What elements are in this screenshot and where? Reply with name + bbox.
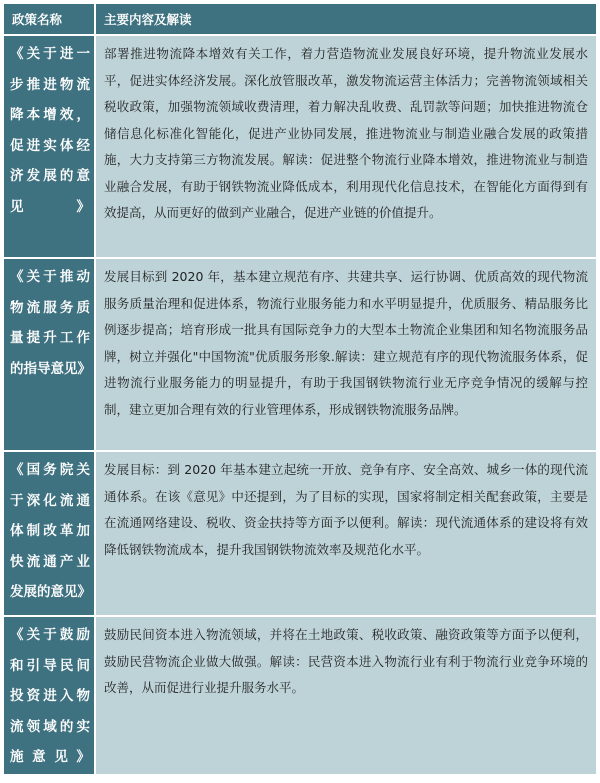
table-row bbox=[4, 617, 596, 776]
table-row bbox=[4, 452, 596, 617]
policy-content-cell: 发展目标到 2020 年，基本建立规范有序、共建共享、运行协调、优质高效的现代物流服务质量治理和促进体系，物流行业服务能力和水平明显提升，优质服务、精品服务比例逐步提高；培育形成一批具有国际竞争力的大型本土物流企业集团和知名物流服务品牌，树立并强化"中国物流"优质服务形象.解读：建立规范有序的现代物流服务体系，促进物流行业服务能力的明显提升，有助于我国钢铁物流行业无序竞争情况的缓解与控制，建立更加合理有效的行业管理体系，形成钢铁物流服务品牌。 bbox=[94, 259, 596, 452]
table-row bbox=[4, 36, 596, 259]
policy-content-cell: 部署推进物流降本增效有关工作，着力营造物流业发展良好环境，提升物流业发展水平，促进实体经济发展。深化放管服改革，激发物流运营主体活力；完善物流领域相关税收政策，加强物流领域收费清理，着力解决乱收费、乱罚款等问题；加快推进物流仓储信息化标准化智能化，促进产业协同发展，推进物流业与制造业融合发展的政策措施，大力支持第三方物流发展。解读：促进整个物流行业降本增效，推进物流业与制造业融合发展，有助于钢铁物流业降低成本，利用现代化信息技术，在智能化方面得到有效提高，从而更好的做到产业融合，促进产业链的价值提升。 bbox=[94, 36, 596, 259]
policy-name-cell: 《国务院关于深化流通体制改革加快流通产业发展的意见》 bbox=[4, 452, 94, 617]
column-header-policy-name: 政策名称 bbox=[4, 4, 94, 36]
policy-name-cell: 《关于进一步推进物流降本增效，促进实体经济发展的意见》 bbox=[4, 36, 94, 259]
policy-table bbox=[4, 4, 596, 776]
table-header-row bbox=[4, 4, 596, 36]
table-row bbox=[4, 259, 596, 452]
policy-name-cell: 《关于推动物流服务质量提升工作的指导意见》 bbox=[4, 259, 94, 452]
policy-content-cell: 鼓励民间资本进入物流领域，并将在土地政策、税收政策、融资政策等方面予以便利，鼓励民营物流企业做大做强。解读：民营资本进入物流行业有利于物流行业竞争环境的改善，从而促进行业提升服务水平。 bbox=[94, 617, 596, 776]
policy-name-cell: 《关于鼓励和引导民间投资进入物流领域的实施意见》 bbox=[4, 617, 94, 776]
column-header-content: 主要内容及解读 bbox=[94, 4, 596, 36]
policy-content-cell: 发展目标：到 2020 年基本建立起统一开放、竞争有序、安全高效、城乡一体的现代流通体系。在该《意见》中还提到，为了目标的实现，国家将制定相关配套政策，主要是在流通网络建设、税收、资金扶持等方面予以便利。解读：现代流通体系的建设将有效降低钢铁物流成本，提升我国钢铁物流效率及规范化水平。 bbox=[94, 452, 596, 617]
